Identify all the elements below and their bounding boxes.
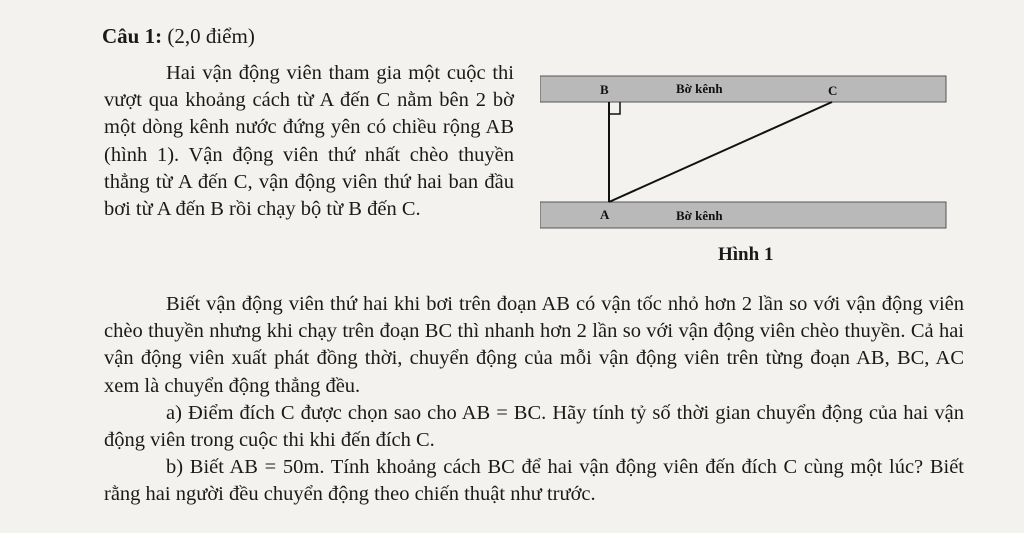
segment-ac — [609, 102, 832, 202]
question-points: (2,0 điểm) — [167, 24, 255, 48]
label-bank-bottom: Bờ kênh — [676, 208, 723, 223]
intro-paragraph: Hai vận động viên tham gia một cuộc thi vượt qua khoảng cách từ A đến C nằm bên 2 bờ một dòng kênh nước đứng yên có chiều rộng AB (hình 1). Vận động viên thứ nhất chèo thuyền thẳng từ A đến C, vận động viên thứ hai ban đầu bơi từ A đến B rồi chạy bộ từ B đến C. — [104, 62, 514, 221]
paragraph-2: Biết vận động viên thứ hai khi bơi trên đoạn AB có vận tốc nhỏ hơn 2 lần so với vận động viên chèo thuyền nhưng khi chạy trên đoạn BC thì nhanh hơn 2 lần so với vận động viên chèo thuyền. Cả hai vận động viên xuất phát đồng thời, chuyển động của mỗi vận động viên trên từng đoạn AB, BC, AC xem là chuyển động thẳng đều. — [104, 293, 964, 397]
intro-column — [104, 60, 514, 223]
figure-1 — [540, 68, 950, 268]
label-a: A — [600, 207, 610, 222]
part-a: a) Điểm đích C được chọn sao cho AB = BC. Hãy tính tỷ số thời gian chuyển động của hai vận động viên trong cuộc thi khi đến đích C. — [104, 401, 964, 452]
part-b: b) Biết AB = 50m. Tính khoảng cách BC để hai vận động viên đến đích C cùng một lúc? Biết rằng hai người đều chuyển động theo chiến thuật như trước. — [104, 456, 964, 506]
label-c: C — [828, 83, 838, 98]
figure-caption: Hình 1 — [718, 244, 774, 265]
label-b: B — [600, 82, 609, 97]
label-bank-top: Bờ kênh — [676, 81, 723, 96]
canal-diagram — [540, 68, 950, 238]
body-text — [104, 291, 964, 509]
question-heading — [102, 24, 255, 49]
question-label: Câu 1: — [102, 24, 163, 48]
right-angle-mark — [609, 102, 620, 114]
